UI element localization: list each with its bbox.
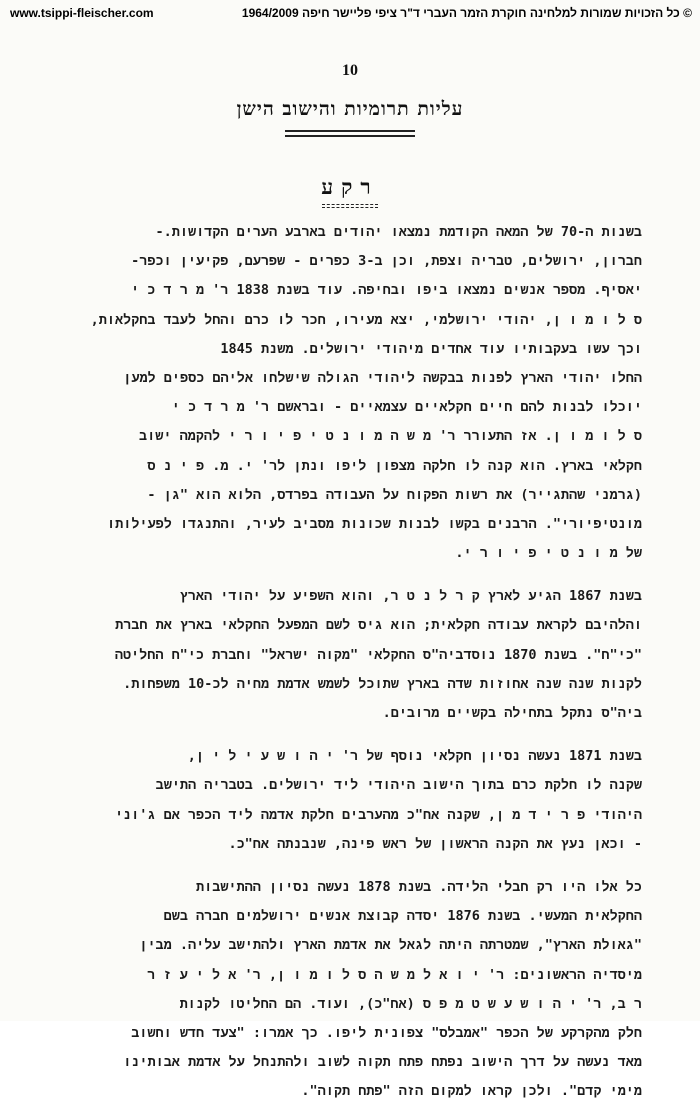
text-line: מונטיפיורי". הרבנים בקשו לבנות שכונות מסביב לעיר, והתנגדו לפעילותו: [107, 515, 642, 532]
text-line: בשנת 1867 הגיע לארץ ק ר ל נ ט ר, והוא השפיע על יהודי הארץ: [179, 588, 642, 605]
text-line: חלק מהקרקע של הכפר "אמבלס" צפונית ליפו. כך אמרו: "צעד חדש וחשוב: [131, 1024, 642, 1041]
text-line: היהודי פ ר י ד מ ן, שקנה אח"כ מהערבים חלקת אדמה ליד הכפר אם ג'וני: [114, 806, 642, 823]
section-title: רקע: [321, 174, 379, 199]
text-line: בשנת 1871 נעשה נסיון חקלאי נוסף של ר' י ה ו ש ע י ל י ן,: [187, 748, 642, 765]
header-copyright: © כל הזכויות שמורות למלחינה חוקרת הזמר העברי ד"ר ציפי פליישר חיפה 1964/2009: [241, 6, 692, 20]
text-line: והלהיבם לקראת עבודה חקלאית; הוא גיס לשם המפעל החקלאי בארץ את חברת: [115, 617, 642, 634]
text-line: מימי קדם". ולכן קראו למקום הזה "פתח תקוה".: [301, 1083, 642, 1100]
body-text: [62, 218, 642, 1106]
text-line: החקלאית המעשי. בשנת 1876 יסדה קבוצת אנשים ירושלמים חברה בשם: [163, 908, 642, 925]
text-line: ביה"ס נתקל בתחילה בקשיים מרובים.: [382, 705, 642, 721]
title-double-underline: [285, 130, 415, 137]
paragraph-1: [62, 218, 642, 568]
text-line: חברון, ירושלים, טבריה וצפת, וכן ב-3 כפרים - שפרעם, פקיעין וכפר-: [131, 253, 642, 270]
page-title: עליות תרומיות והישוב הישן: [236, 98, 464, 120]
text-line: (גרמני שהתגייר) את רשות הפקוח על העבודה בפרדס, הלוא הוא "גן -: [147, 486, 642, 503]
text-line: שקנה לו חלקת כרם בתוך הישוב היהודי ליד ירושלים. בטבריה התישב: [155, 777, 642, 794]
text-line: בשנות ה-70 של המאה הקודמת נמצאו יהודים בארבע הערים הקדושות.-: [155, 224, 642, 240]
text-line: ר ב, ר' י ה ו ש ע ש ט מ פ ס (אח"כ), ועוד. הם החליטו לקנות: [179, 995, 642, 1012]
header-website-url[interactable]: www.tsippi-fleischer.com: [10, 6, 154, 20]
text-line: יאסיף. מספר אנשים נמצאו ביפו ובחיפה. עוד בשנת 1838 ר' מ ר ד כ י: [131, 282, 642, 299]
text-line: ס ל ו מ ו ן, יהודי ירושלמי, יצא מעירו, חכר לו כרם והחל לעבד בחקלאות,: [90, 311, 642, 328]
paragraph-3: [62, 742, 642, 859]
text-line: לקנות שנה שנה אחוזות שדה בארץ שתוכל לשמש אדמת מחיה לכ-10 משפחות.: [123, 675, 642, 692]
text-line: מאד נעשה על דרך הישוב נפתח פתח תקוה לשוב ולהתנחל על אדמת אבותינו: [123, 1054, 642, 1071]
text-line: מיסדיה הראשונים: ר' י ו א ל מ ש ה ס ל ו מ ו ן, ר' א ל י ע ז ר: [147, 966, 642, 983]
text-line: כל אלו היו רק חבלי הלידה. בשנת 1878 נעשה נסיון ההתישבות: [196, 878, 642, 895]
text-line: ס ל ו מ ו ן. אז התעורר ר' מ ש ה מ ו נ ט י פ י ו ר י להקמה ישוב: [139, 428, 642, 445]
text-line: יוכלו לבנות להם חיים חקלאיים עצמאיים - ובראשם ר' מ ר ד כ י: [171, 399, 642, 416]
paragraph-2: [62, 582, 642, 728]
page-number: 10: [342, 62, 358, 79]
text-line: "גאולת הארץ", שמטרתה היתה לגאל את אדמת הארץ ולהתישב עליה. מבין: [139, 937, 642, 954]
text-line: וכך עשו בעקבותיו עוד אחדים מיהודי ירושלים. משנת 1845: [220, 340, 642, 357]
section-title-underline: [322, 204, 378, 208]
text-line: החלו יהודי הארץ לפנות בבקשה ליהודי הגולה שישלחו אליהם כספים למען: [123, 369, 642, 386]
text-line: של מ ו נ ט י פ י ו ר י.: [455, 545, 642, 562]
text-line: חקלאי בארץ. הוא קנה לו חלקה מצפון ליפו ונתן לר' י. מ. פ י נ ס: [147, 457, 642, 474]
text-line: "כי"ח". בשנת 1870 נוסדביה"ס החקלאי "מקוה ישראל" וחברת כי"ח החליטה: [114, 646, 642, 663]
text-line: - וכאן נעץ את הקנה הראשון של ראש פינה, שנבנתה אח"כ.: [228, 835, 642, 852]
paragraph-4: [62, 873, 642, 1106]
